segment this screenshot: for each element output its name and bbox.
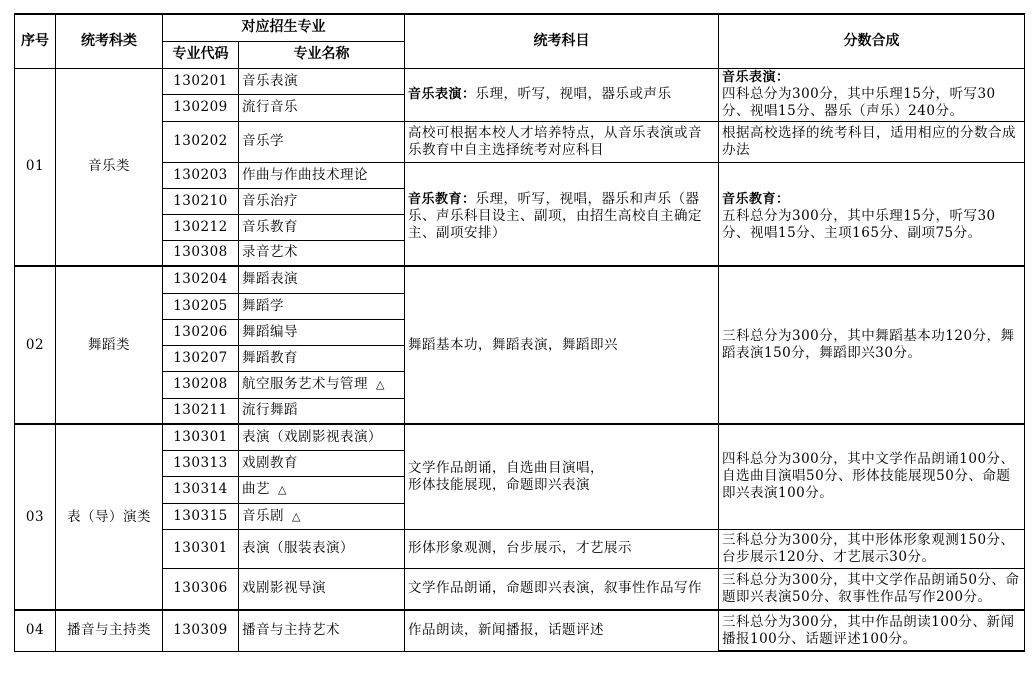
table-row [15,162,1025,188]
major-code: 130209 [163,94,239,121]
category-name: 音乐类 [56,68,163,266]
triangle-marker-icon: △ [376,378,385,391]
major-name-text: 航空服务艺术与管理 [242,376,368,392]
major-name: 播音与主持艺术 [239,610,405,651]
table-row [15,610,1025,651]
major-code: 130301 [163,424,239,450]
major-code: 130306 [163,568,239,610]
major-name-text: 曲艺 [242,481,270,497]
major-name: 表演（戏剧影视表演） [239,424,405,450]
major-name: 舞蹈编导 [239,319,405,345]
major-code: 130204 [163,266,239,293]
table-row [15,529,1025,568]
major-code: 130212 [163,214,239,240]
major-name: 音乐教育 [239,214,405,240]
scoring-drama-performance: 四科总分为300分，其中文学作品朗诵100分、自选曲目演唱50分、形体技能展现50分、命题即兴表演100分。 [719,424,1025,529]
major-code: 130208 [163,371,239,398]
major-code: 130308 [163,240,239,266]
major-code: 130301 [163,529,239,568]
major-name: 音乐表演 [239,68,405,94]
category-index: 02 [15,266,56,424]
triangle-marker-icon: △ [278,483,287,496]
scoring-text: 五科总分为300分，其中乐理15分，听写30分、视唱15分、主项165分、副项75分。 [722,207,996,241]
major-name: 音乐治疗 [239,188,405,214]
header-name: 专业名称 [239,41,405,68]
scoring-directing: 三科总分为300分，其中文学作品朗诵50分、命题即兴表演50分、叙事性作品写作200分。 [719,568,1025,610]
scoring-fashion-performance: 三科总分为300分，其中形体形象观测150分、台步展示120分、才艺展示30分。 [719,529,1025,568]
major-name-text: 音乐剧 [242,507,284,524]
header-subjects: 统考科目 [405,14,719,68]
category-name: 播音与主持类 [56,610,163,651]
major-name: 戏剧影视导演 [239,568,405,610]
scoring-dance: 三科总分为300分，其中舞蹈基本功120分，舞蹈表演150分，舞蹈即兴30分。 [719,266,1025,424]
category-index: 04 [15,610,56,651]
subjects-directing: 文学作品朗诵，命题即兴表演，叙事性作品写作 [405,568,719,610]
major-name: 舞蹈表演 [239,266,405,293]
header-code: 专业代码 [163,41,239,68]
category-index: 03 [15,424,56,610]
subjects-broadcasting: 作品朗读，新闻播报，话题评述 [405,610,719,651]
scoring-music-performance [719,68,1025,121]
subjects-fashion-performance: 形体形象观测，台步展示，才艺展示 [405,529,719,568]
subjects-line-2: 形体技能展现，命题即兴表演 [408,476,590,493]
major-code: 130205 [163,293,239,319]
header-scoring: 分数合成 [719,14,1025,68]
major-code: 130313 [163,450,239,476]
major-code: 130201 [163,68,239,94]
exam-subjects-table [14,13,1025,652]
category-name: 舞蹈类 [56,266,163,424]
major-name: 作曲与作曲技术理论 [239,162,405,188]
major-name: 表演（服装表演） [239,529,405,568]
subjects-dance: 舞蹈基本功，舞蹈表演，舞蹈即兴 [405,266,719,424]
major-code: 130202 [163,121,239,162]
scoring-broadcasting: 三科总分为300分，其中作品朗读100分、新闻播报100分、话题评述100分。 [719,610,1025,651]
major-code: 130207 [163,345,239,371]
major-name: 音乐学 [239,121,405,162]
header-index: 序号 [15,14,56,68]
major-code: 130314 [163,476,239,503]
category-name: 表（导）演类 [56,424,163,610]
major-name [239,476,405,503]
header-category: 统考科类 [56,14,163,68]
subjects-text: 乐理，听写，视唱，器乐和声乐（器乐、声乐科目设主、副项，由招生高校自主确定主、副项安排） [408,190,702,241]
major-code: 130206 [163,319,239,345]
subjects-music-study: 高校可根据本校人才培养特点，从音乐表演或音乐教育中自主选择统考对应科目 [405,121,719,162]
subjects-music-performance [405,68,719,121]
table-row [15,568,1025,610]
subjects-label: 音乐表演： [408,87,476,102]
subjects-label: 音乐教育： [408,191,476,207]
major-name: 戏剧教育 [239,450,405,476]
major-name: 录音艺术 [239,240,405,266]
major-name: 舞蹈教育 [239,345,405,371]
table-row [15,266,1025,293]
table-row [15,68,1025,94]
major-code: 130203 [163,162,239,188]
major-code: 130315 [163,503,239,529]
category-index: 01 [15,68,56,266]
major-code: 130309 [163,610,239,651]
subjects-music-education [405,162,719,266]
subjects-drama-performance [405,424,719,529]
scoring-text: 四科总分为300分，其中乐理15分，听写30分、视唱15分、器乐（声乐）240分。 [722,86,996,119]
major-name: 流行音乐 [239,94,405,121]
major-code: 130211 [163,398,239,424]
major-name: 舞蹈学 [239,293,405,319]
major-name [239,503,405,529]
subjects-line-1: 文学作品朗诵，自选曲目演唱， [408,459,604,476]
major-name [239,371,405,398]
major-code: 130210 [163,188,239,214]
triangle-marker-icon: △ [292,509,301,523]
scoring-label: 音乐表演： [722,70,790,85]
table-row [15,424,1025,450]
major-name: 流行舞蹈 [239,398,405,424]
scoring-music-education [719,162,1025,266]
header-major-group: 对应招生专业 [163,14,405,41]
subjects-text: 乐理，听写，视唱，器乐或声乐 [475,86,672,102]
scoring-label: 音乐教育： [722,191,790,207]
scoring-music-study: 根据高校选择的统考科目，适用相应的分数合成办法 [719,121,1025,162]
table-row [15,121,1025,162]
